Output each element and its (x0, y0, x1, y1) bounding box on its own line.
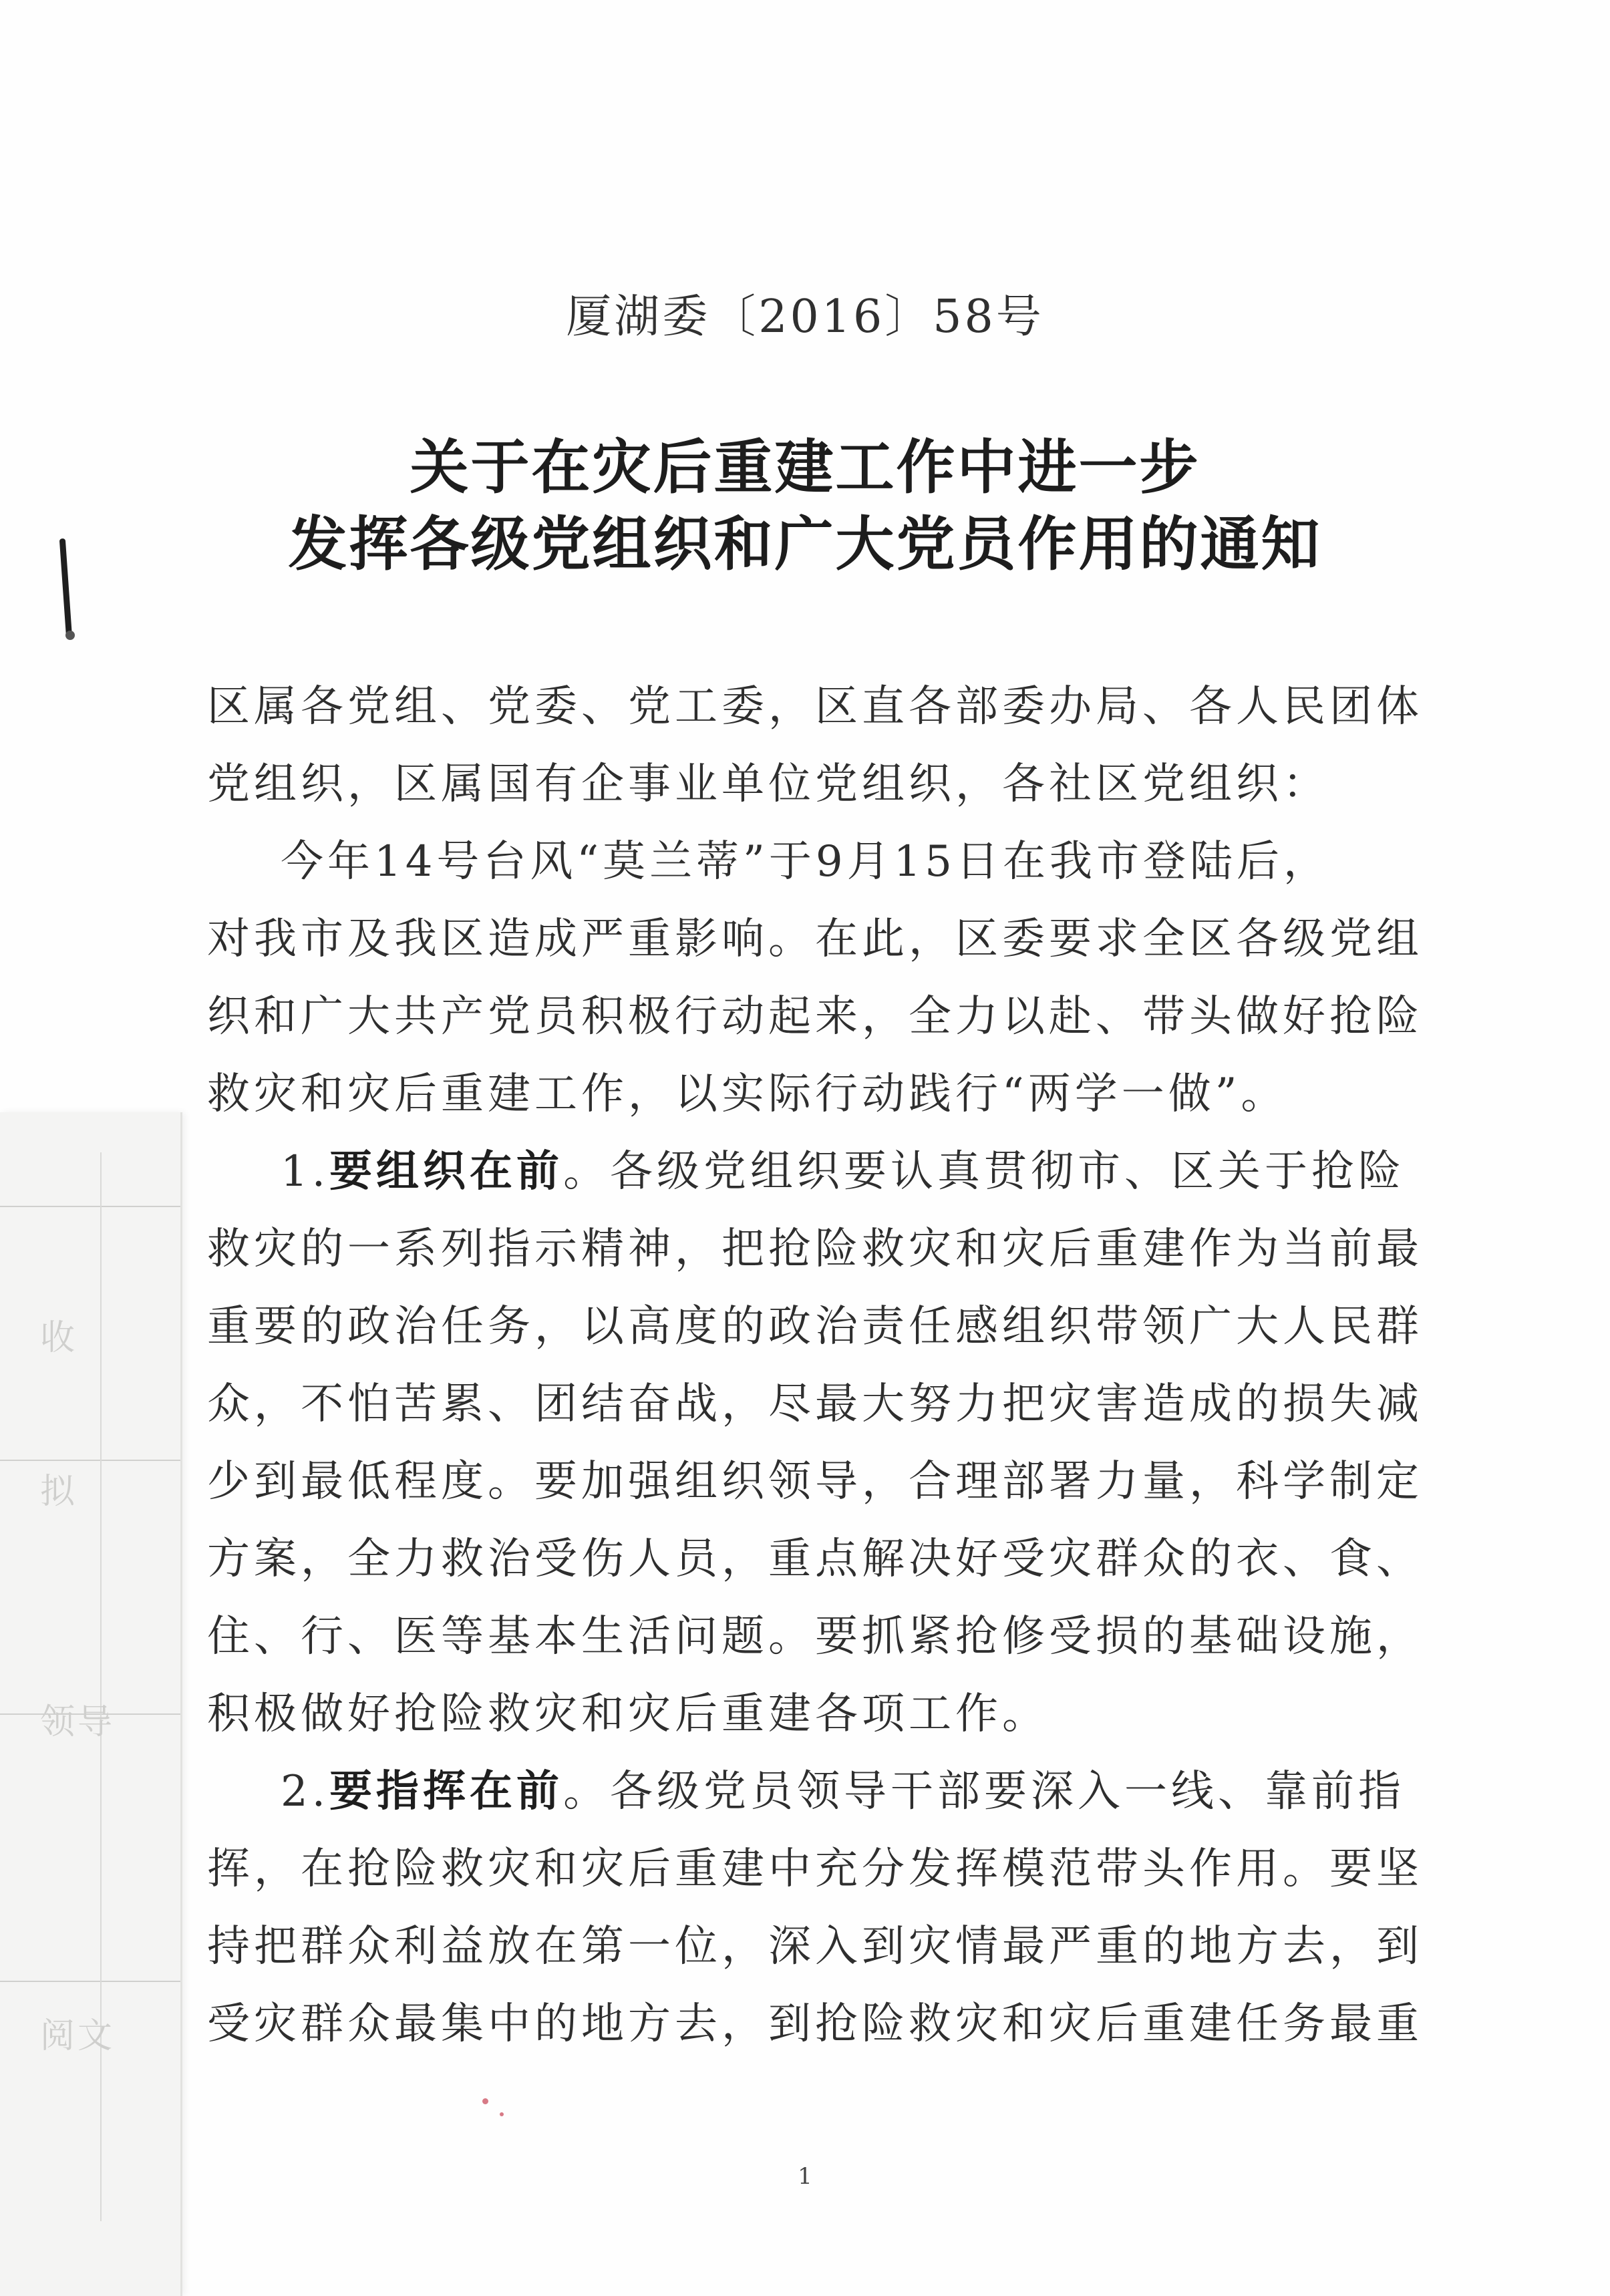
recipients-line: 党组织，区属国有企事业单位党组织，各社区党组织： (207, 760, 1329, 809)
section-1-line: 重要的政治任务，以高度的政治责任感组织带领广大人民群 (207, 1302, 1423, 1351)
section-1-line: 救灾的一系列指示精神，把抢险救灾和灾后重建作为当前最 (207, 1224, 1423, 1274)
section-2-first-line-text: 。各级党员领导干部要深入一线、靠前指 (563, 1767, 1406, 1816)
document-title-line-2: 发挥各级党组织和广大党员作用的通知 (288, 510, 1322, 579)
document-number: 厦湖委〔2016〕58号 (566, 291, 1044, 343)
section-1-line: 方案，全力救治受伤人员，重点解决好受灾群众的衣、食、 (207, 1534, 1423, 1584)
under-sheet-fragment: 阅文 (40, 2016, 116, 2056)
section-1-first-line-text: 。各级党组织要认真贯彻市、区关于抢险 (563, 1147, 1406, 1196)
under-sheet-fragment: 收 (40, 1318, 78, 1358)
intro-line: 救灾和灾后重建工作，以实际行动践行“两学一做”。 (207, 1070, 1288, 1119)
document-body (207, 668, 1423, 2063)
section-2-line: 持把群众利益放在第一位，深入到灾情最严重的地方去，到 (207, 1922, 1423, 1971)
section-1-number: 1. (281, 1147, 330, 1196)
form-rule (0, 1981, 180, 1982)
section-2-first-line (207, 1753, 1406, 1830)
section-1-line: 住、行、医等基本生活问题。要抓紧抢修受损的基础设施， (207, 1612, 1423, 1661)
form-rule-vertical (100, 1152, 102, 2221)
form-rule (0, 1206, 180, 1207)
form-rule (0, 1460, 180, 1461)
under-sheet-fragment: 领导 (40, 1702, 116, 1742)
section-1-line: 众，不怕苦累、团结奋战，尽最大努力把灾害造成的损失减 (207, 1379, 1423, 1429)
section-1-first-line (207, 1133, 1406, 1210)
intro-line: 今年14号台风“莫兰蒂”于9月15日在我市登陆后， (281, 837, 1331, 886)
section-1-line: 少到最低程度。要加强组织领导，合理部署力量，科学制定 (207, 1457, 1423, 1506)
intro-line: 织和广大共产党员积极行动起来，全力以赴、带头做好抢险 (207, 992, 1423, 1041)
section-2-heading: 要指挥在前 (329, 1767, 564, 1816)
underlying-form-sheet (0, 1112, 182, 2296)
section-1-line: 积极做好抢险救灾和灾后重建各项工作。 (207, 1689, 1049, 1739)
document-title-line-1: 关于在灾后重建工作中进一步 (410, 433, 1200, 502)
under-sheet-fragment: 拟 (40, 1472, 78, 1512)
section-2-number: 2. (281, 1767, 330, 1816)
section-2-line: 受灾群众最集中的地方去，到抢险救灾和灾后重建任务最重 (207, 1999, 1423, 2049)
ink-speck (482, 2098, 488, 2104)
pen-mark-dot (65, 631, 75, 640)
page-number: 1 (798, 2163, 812, 2190)
section-1-heading: 要组织在前 (329, 1147, 564, 1196)
recipients-line: 区属各党组、党委、党工委，区直各部委办局、各人民团体 (207, 682, 1423, 731)
intro-line: 对我市及我区造成严重影响。在此，区委要求全区各级党组 (207, 915, 1423, 964)
ink-speck (500, 2112, 504, 2116)
section-2-line: 挥，在抢险救灾和灾后重建中充分发挥模范带头作用。要坚 (207, 1844, 1423, 1894)
